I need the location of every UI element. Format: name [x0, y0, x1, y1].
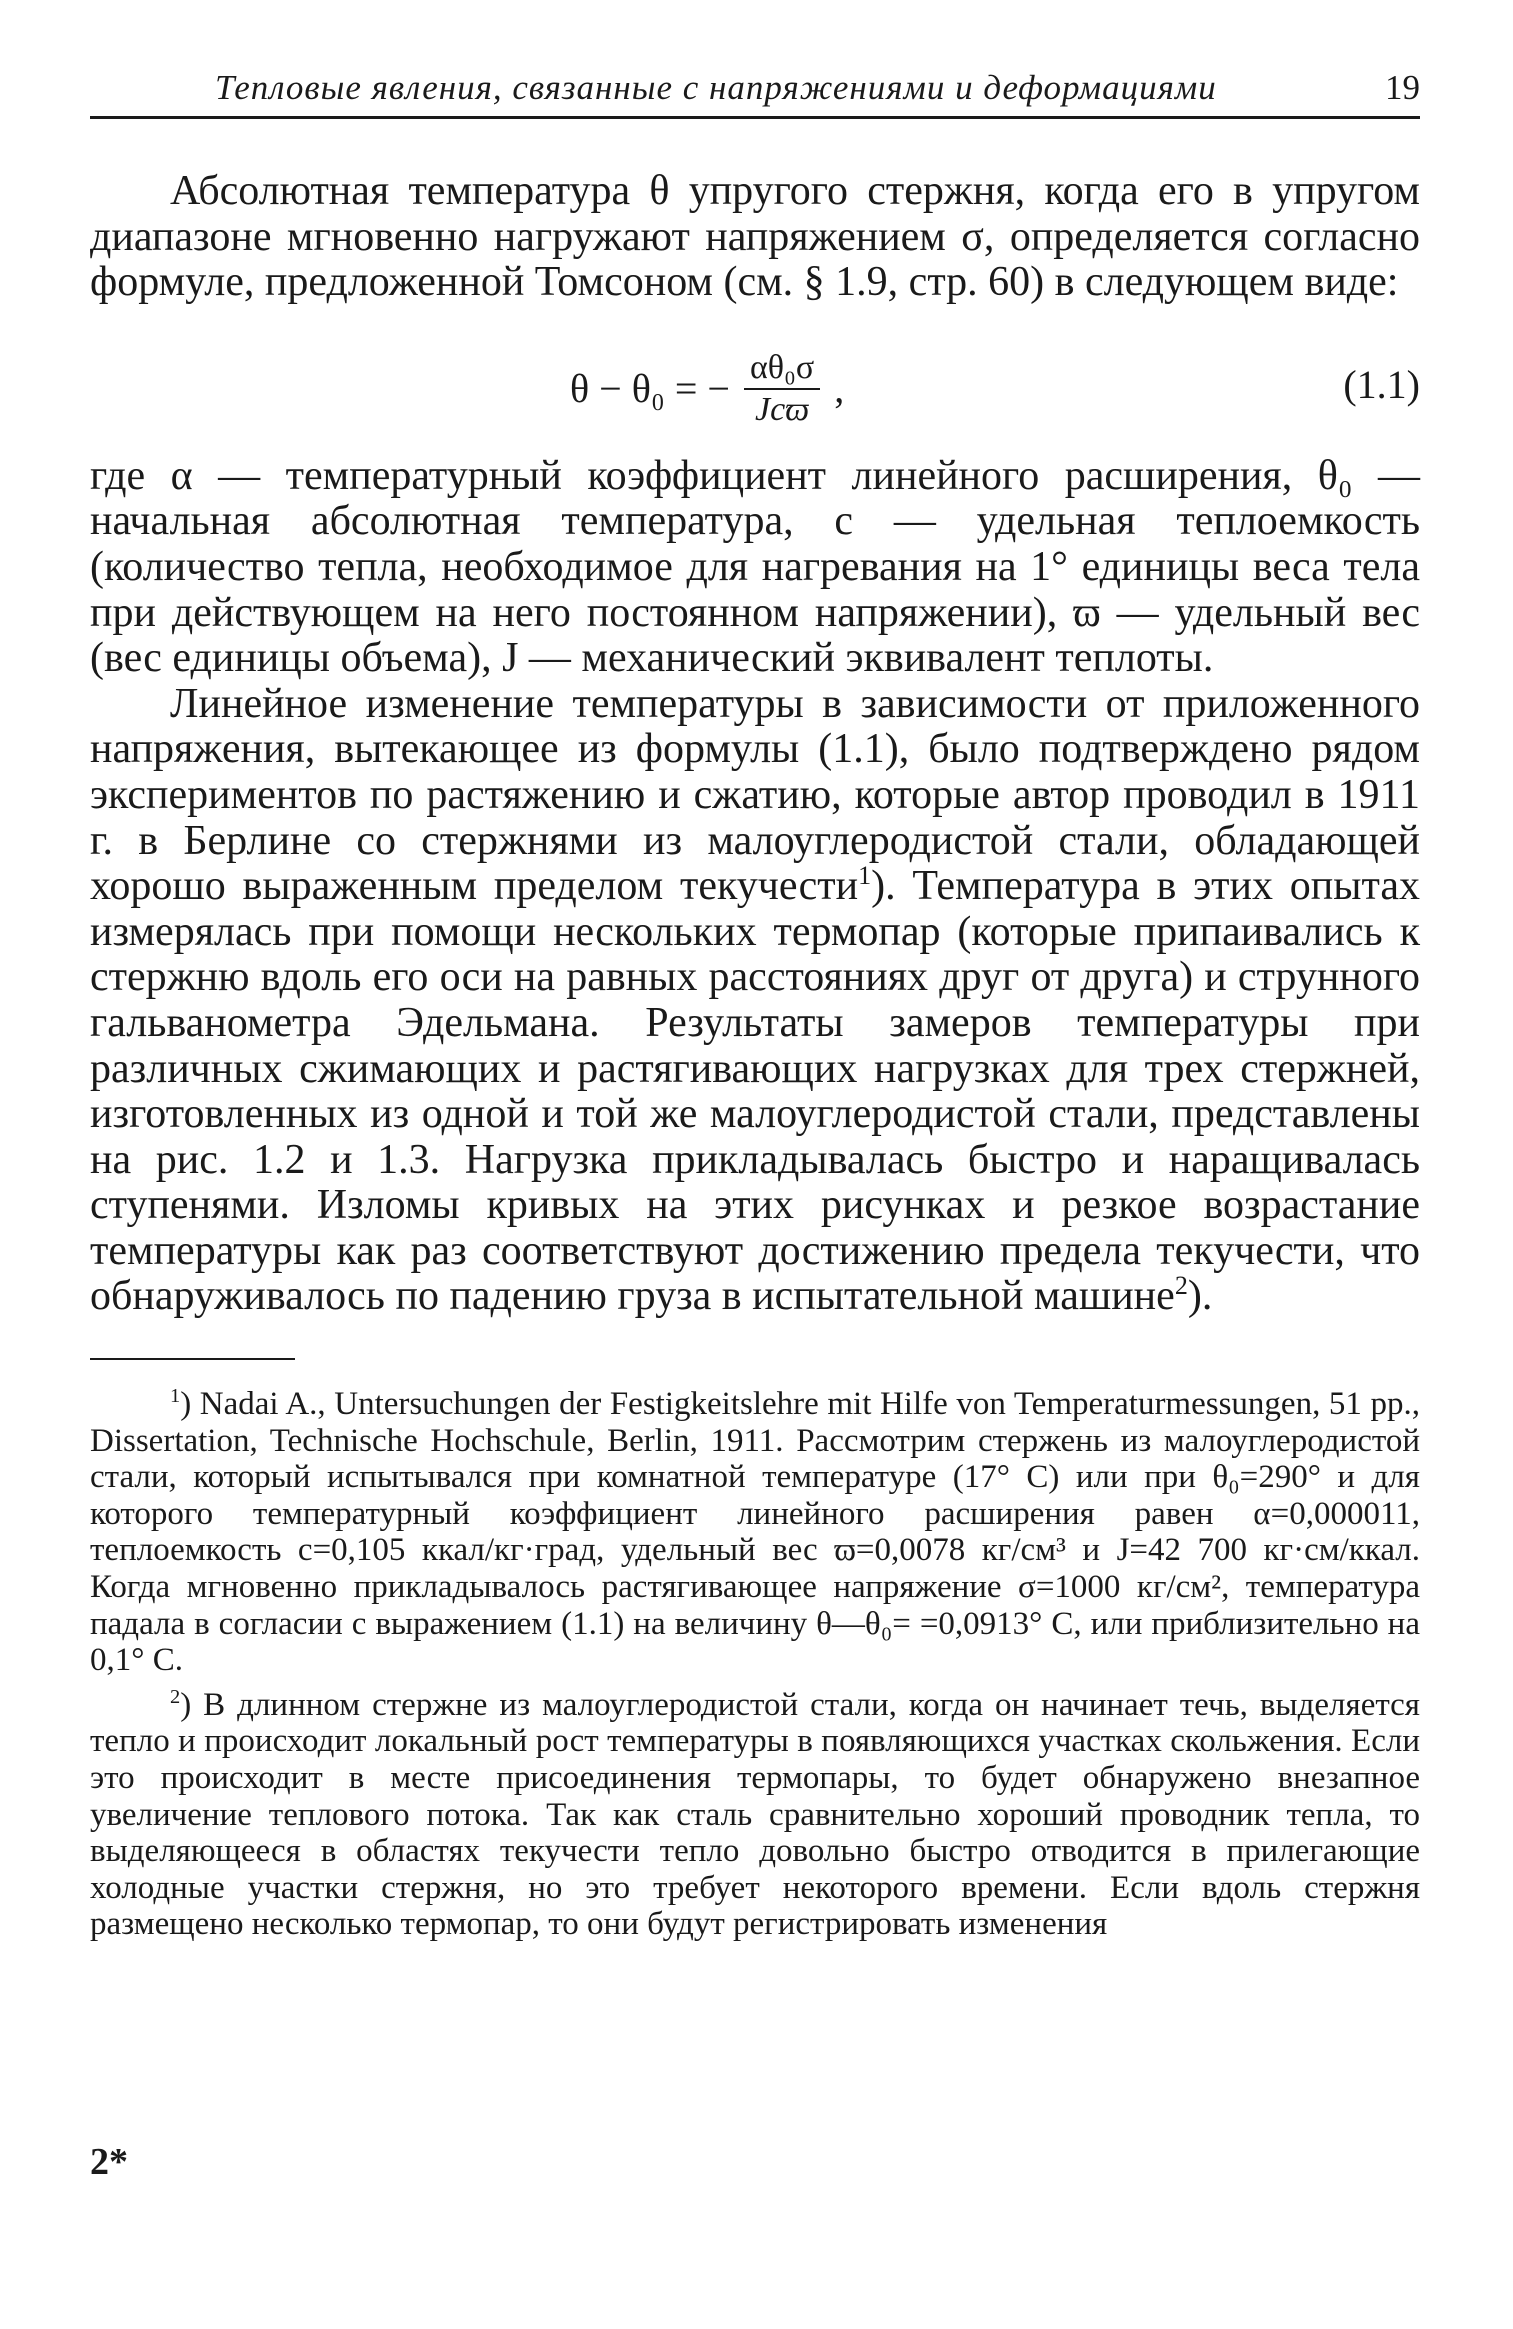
paragraph-experiments-text-a: Линейное изменение температуры в зависимости от приложенного напряжения, вытекающее из формулы (1.1), было подтверждено рядом экспериментов по растяжению и сжатию, которые автор проводил в 1911 г. в Берлине со стержнями из малоуглеродистой стали, обладающей хорошо выраженным пределом текучести — [90, 680, 1420, 910]
footnote-1 — [90, 1386, 1420, 1679]
signature-mark: 2* — [90, 2141, 128, 2183]
footnote-1-mark: 1 — [170, 1385, 181, 1408]
footnote-2-text: ) В длинном стержне из малоуглеродистой стали, когда он начинает течь, выделяется тепло и происходит локальный рост температуры в появляющихся участках скольжения. Если это происходит в месте присоединения термопары, то будет обнаружено внезапное увеличение теплового потока. Так как сталь сравнительно хороший проводник тепла, то выделяющееся в областях текучести тепло довольно быстро отводится в прилегающие холодные участки стержня, но это требует некоторого времени. Если вдоль стержня размещено несколько термопар, то они будут регистрировать изменения — [90, 1686, 1420, 1943]
formula-fraction — [744, 348, 820, 430]
footnote-divider — [90, 1358, 295, 1360]
formula-numerator: αθ₀σ — [744, 348, 820, 390]
running-header — [90, 60, 1420, 119]
running-title: Тепловые явления, связанные с напряжениями и деформациями — [215, 68, 1217, 107]
paragraph-definitions: где α — температурный коэффициент линейного расширения, θ₀ — начальная абсолютная температура, c — удельная теплоемкость (количество тепла, необходимое для нагревания на 1° единицы веса тела при действующем на него постоянном напряжении), ϖ — удельный вес (вес единицы объема), J — механический эквивалент теплоты. — [90, 452, 1420, 682]
footnotes — [90, 1386, 1420, 1943]
page-number: 19 — [1385, 68, 1420, 107]
formula-denominator: Jcϖ — [755, 390, 810, 428]
footnote-2 — [90, 1687, 1420, 1943]
footnote-1-text: ) Nadai A., Untersuchungen der Festigkeitslehre mit Hilfe von Temperaturmessungen, 51 pp., Dissertation, Technische Hochschule, Berlin, 1911. Рассмотрим стержень из малоуглеродистой стали, который испытывался при комнатной температуре (17° C) или при θ₀=290° и для которого температурный коэффициент линейного расширения равен α=0,000011, теплоемкость c=0,105 ккал/кг·град, удельный вес ϖ=0,0078 кг/см³ и J=42 700 кг·см/ккал. Когда мгновенно прикладывалось растягивающее напряжение σ=1000 кг/см², температура падала в согласии с выражением (1.1) на величину θ—θ₀= =0,0913° C, или приблизительно на 0,1° C. — [90, 1386, 1420, 1679]
paragraph-intro: Абсолютная температура θ упругого стержня, когда его в упругом диапазоне мгновенно нагружают напряжением σ, определяется согласно формуле, предложенной Томсоном (см. § 1.9, стр. 60) в следующем виде: — [90, 168, 1420, 306]
paragraph-experiments-end: ). — [1187, 1273, 1213, 1320]
formula-lhs: θ − θ₀ = − — [570, 365, 730, 411]
book-page — [90, 60, 1420, 1943]
footnote-ref-2: 2 — [1174, 1271, 1188, 1301]
main-text — [90, 169, 1420, 1320]
footnote-2-mark: 2 — [170, 1685, 181, 1708]
footnote-ref-1: 1 — [858, 861, 872, 891]
formula-tail: , — [834, 365, 845, 411]
paragraph-experiments-text-b: ). Температура в этих опытах измерялась при помощи нескольких термопар (которые припаивались к стержню вдоль его оси на равных расстояниях друг от друга) и струнного гальванометра Эдельмана. Результаты замеров температуры при различных сжимающих и растягивающих нагрузках для трех стержней, изготовленных из одной и той же малоуглеродистой стали, представлены на рис. 1.2 и 1.3. Нагрузка прикладывалась быстро и наращивалась ступенями. Изломы кривых на этих рисунках и резкое возрастание температуры как раз соответствуют достижению предела текучести, что обнаруживалось по падению груза в испытательной машине — [90, 863, 1420, 1320]
equation-1-1 — [90, 324, 1420, 444]
formula — [570, 348, 844, 430]
paragraph-experiments — [90, 682, 1420, 1320]
equation-number: (1.1) — [1343, 361, 1420, 407]
